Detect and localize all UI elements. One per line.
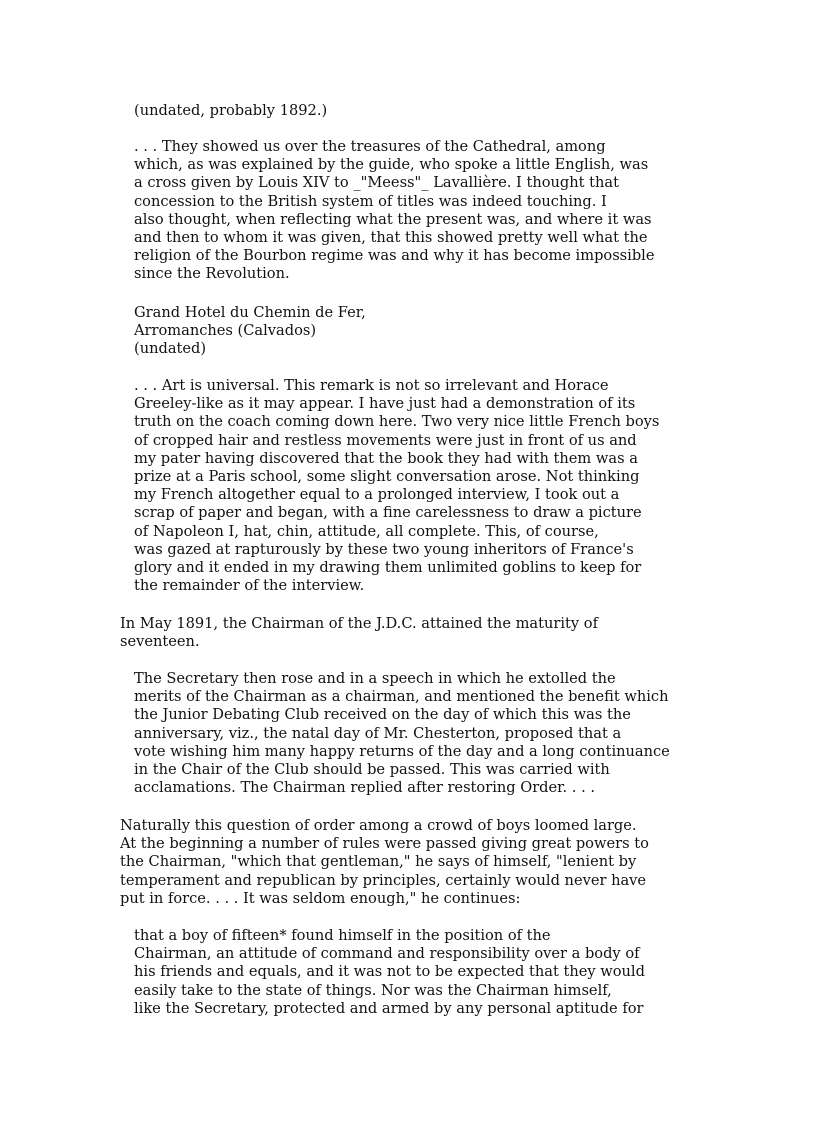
text-line: since the Revolution. [134,265,290,283]
text-line: in the Chair of the Club should be passed. This was carried with [134,760,610,778]
text-line: put in force. . . . It was seldom enough," he continues: [120,889,521,907]
text-line: Grand Hotel du Chemin de Fer, [134,304,366,321]
text-line: of cropped hair and restless movements were just in front of us and [134,431,637,449]
text-line: which, as was explained by the guide, who spoke a little English, was [134,156,649,174]
text-line: merits of the Chairman as a chairman, and mentioned the benefit which [134,688,669,706]
text-line: my pater having discovered that the book they had with them was a [134,449,638,467]
text-line: the Chairman, "which that gentleman," he says of himself, "lenient by [120,853,637,871]
text-line: acclamations. The Chairman replied after restoring Order. . . . [134,779,595,797]
text-line: scrap of paper and began, with a fine carelessness to draw a picture [134,504,642,522]
text-line: seventeen. [120,633,200,651]
text-line: (undated, probably 1892.) [134,102,328,119]
text-line: of Napoleon I, hat, chin, attitude, all complete. This, of course, [134,522,599,540]
text-line: my French altogether equal to a prolonged interview, I took out a [134,486,620,504]
text-line: that a boy of fifteen* found himself in the position of the [134,927,551,944]
text-line: Chairman, an attitude of command and responsibility over a body of [134,945,640,963]
text-line: a cross given by Louis XIV to _"Meess"_ Lavallière. I thought that [134,174,619,192]
text-line: (undated) [134,340,207,358]
secretary-minutes-paragraph [134,670,694,797]
text-line: like the Secretary, protected and armed by any personal aptitude for [134,999,644,1017]
text-line: truth on the coach coming down here. Two very nice little French boys [134,413,660,431]
text-line: prize at a Paris school, some slight conversation arose. Not thinking [134,467,640,485]
text-line: Arromanches (Calvados) [134,322,317,340]
art-letter-paragraph [134,377,694,595]
text-line: anniversary, viz., the natal day of Mr. Chesterton, proposed that a [134,724,622,742]
text-line: the Junior Debating Club received on the day of which this was the [134,706,631,724]
text-line: Greeley-like as it may appear. I have just had a demonstration of its [134,395,636,413]
text-line: . . . They showed us over the treasures of the Cathedral, among [134,138,606,155]
text-line: the remainder of the interview. [134,577,365,595]
text-line: his friends and equals, and it was not to be expected that they would [134,963,645,981]
text-line: and then to whom it was given, that this showed pretty well what the [134,228,648,246]
may-1891-paragraph [120,615,680,651]
hotel-address [134,304,694,359]
text-line: In May 1891, the Chairman of the J.D.C. attained the maturity of [120,615,598,632]
cathedral-letter-paragraph [134,138,694,284]
text-line: also thought, when reflecting what the present was, and where it was [134,210,652,228]
order-paragraph [120,817,680,908]
text-line: was gazed at rapturously by these two young inheritors of France's [134,540,634,558]
text-line: vote wishing him many happy returns of the day and a long continuance [134,742,670,760]
date-note [134,102,694,120]
text-line: At the beginning a number of rules were passed giving great powers to [120,835,649,853]
text-line: concession to the British system of titles was indeed touching. I [134,192,607,210]
text-line: The Secretary then rose and in a speech in which he extolled the [134,670,616,687]
text-line: glory and it ended in my drawing them unlimited goblins to keep for [134,558,642,576]
chairman-quote-paragraph [134,927,694,1018]
text-line: temperament and republican by principles, certainly would never have [120,871,647,889]
text-line: easily take to the state of things. Nor was the Chairman himself, [134,981,612,999]
text-line: Naturally this question of order among a crowd of boys loomed large. [120,817,637,834]
text-line: religion of the Bourbon regime was and why it has become impossible [134,247,655,265]
text-line: . . . Art is universal. This remark is not so irrelevant and Horace [134,377,609,394]
